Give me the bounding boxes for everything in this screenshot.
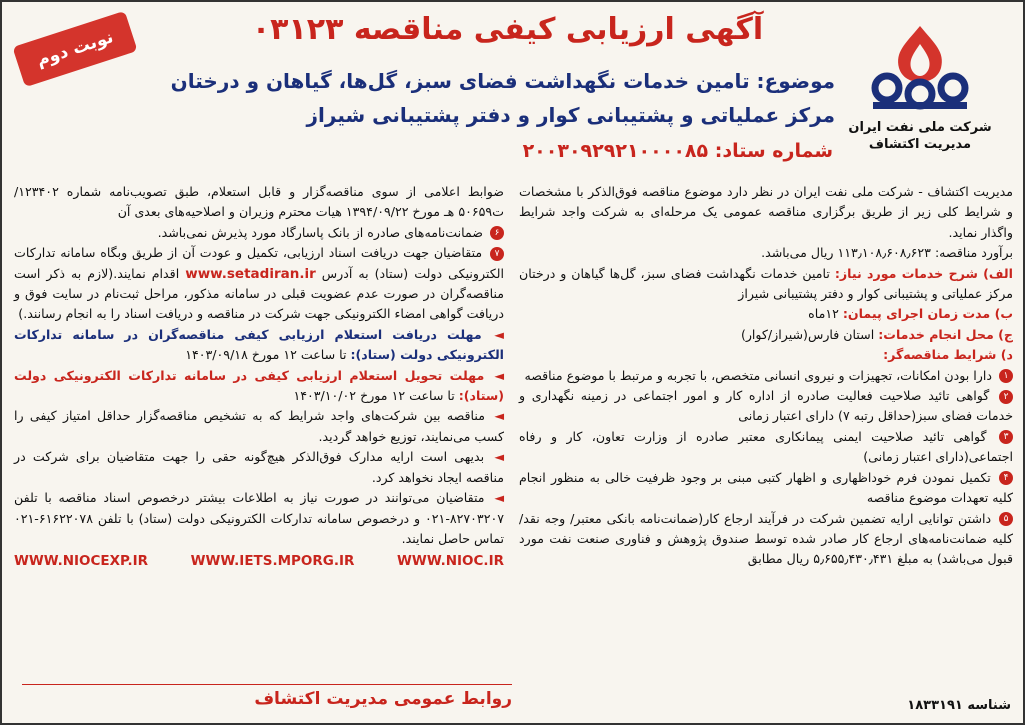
section-c [519,325,1013,345]
bullet-icon: ◄ [494,326,504,342]
left-column [14,182,504,572]
section-c-label: ج) محل انجام خدمات: [878,326,1013,342]
section-a-label: الف) شرح خدمات مورد نیاز: [834,265,1013,281]
note-text: مناقصه بین شرکت‌های واجد شرایط که به تشخیص مناقصه‌گزار حداقل امتیاز کیفی را کسب می‌نمایند، توزیع خواهد گردید. [14,408,504,444]
deadline-submit-date: تا ساعت ۱۲ مورخ ۱۴۰۳/۱۰/۰۲ [293,388,455,404]
condition-item [519,427,1013,468]
deadline-submit [14,366,504,407]
condition-text: متقاضیان جهت دریافت اسناد ارزیابی، تکمیل و عودت آن از طریق وبگاه سامانه تدارکات الکترونیکی دولت (ستاد) به آدرس [14,245,504,281]
condition-item [519,509,1013,570]
nioc-flame-logo-icon [865,22,975,114]
notice-id [907,698,1011,713]
nioc-logo-block [845,22,995,172]
bullet-icon: ◄ [494,490,504,506]
section-b [519,304,1013,324]
condition-text: تکمیل نمودن فرم خوداظهاری و اظهار کتبی مبنی بر وجود ظرفیت خالی به منظور انجام کلیه تعهدات موضوع مناقصه [519,469,1013,506]
subject-block [152,64,835,132]
deadline-receive-date: تا ساعت ۱۲ مورخ ۱۴۰۳/۰۹/۱۸ [185,347,347,363]
setad-number-row [302,140,833,162]
regulation-paragraph: ضوابط اعلامی از سوی مناقصه‌گزار و قابل استعلام، طبق تصویب‌نامه شماره ۱۲۳۴۰۲/ت۵۰۶۵۹ هـ مورخ ۱۳۹۴/۰۹/۲۲ هیات محترم وزیران و اصلاحیه‌های بعدی آن [14,184,504,220]
notice-title: آگهی ارزیابی کیفی مناقصه ۰۳۱۲۳ [251,12,764,47]
subject-line2: مرکز عملیاتی و پشتیبانی کوار و دفتر پشتیبانی شیراز [306,103,835,127]
iets-link[interactable]: WWW.IETS.MPORG.IR [190,553,355,570]
note-distribution [14,406,504,447]
item-number-icon: ۲ [999,390,1013,404]
niocexp-link[interactable]: WWW.NIOCEXP.IR [14,553,148,570]
notice-id-number: ۱۸۳۳۱۹۱ [907,698,963,713]
bullet-icon: ◄ [494,408,504,424]
estimate-line: برآورد مناقصه: ۱۱۳٫۱۰۸٫۶۰۸٫۶۲۳ ریال می‌باشد. [761,245,1013,261]
section-a [519,264,1013,305]
item-number-icon: ۴ [999,471,1013,485]
item-number-icon: ۷ [490,247,504,261]
website-links [14,551,504,571]
note-text: متقاضیان می‌توانند در صورت نیاز به اطلاعات بیشتر درخصوص اسناد مناقصه با تلفن ۸۲۷۰۳۲۰۷-۰۲۱ و درخصوص سامانه تدارکات الکترونیکی دولت (ستاد) با تلفن ۶۱۶۲۲۰۷۸-۰۲۱ تماس حاصل نمایند. [14,490,504,546]
condition-text: دارا بودن امکانات، تجهیزات و نیروی انسانی متخصص، با تجربه و مرتبط با موضوع مناقصه [524,367,992,383]
condition-item [519,468,1013,509]
notice-id-label: شناسه [967,698,1011,713]
section-d-label: د) شرایط مناقصه‌گر: [883,347,1013,363]
deadline-receive [14,325,504,366]
section-c-text: استان فارس(شیراز/کوار) [740,326,875,342]
item-number-icon: ۳ [999,430,1013,444]
condition-item [519,366,1013,386]
subject-line1: تامین خدمات نگهداشت فضای سبز، گل‌ها، گیاهان و درختان [170,69,750,93]
company-name: شرکت ملی نفت ایران [848,120,992,135]
subject-label: موضوع: [756,69,835,93]
condition-text: داشتن توانایی ارایه تضمین شرکت در فرآیند ارجاع کار(ضمانت‌نامه بانکی معتبر/ وجه نقد/ کلیه ضمانت‌نامه‌های ارجاع کار صادر شده توسط صندوق پژوهش و فناوری صنعت نفت مورد قبول می‌باشد) به مبلغ ۵٫۶۵۵٫۴۳۰٫۴۳۱ ریال مطابق [519,510,1013,567]
condition-text: گواهی تائید صلاحیت ایمنی پیمانکاری معتبر صادره از وزارت تعاون، کار و رفاه اجتماعی(دارای اعتبار زمانی) [519,428,1013,465]
second-publication-badge: نوبت دوم [12,11,137,87]
condition-item [519,386,1013,427]
section-d [519,345,1013,365]
bullet-icon: ◄ [494,449,504,465]
item-number-icon: ۶ [490,226,504,240]
item-number-icon: ۵ [999,512,1013,526]
intro-paragraph: مدیریت اکتشاف - شرکت ملی نفت ایران در نظر دارد موضوع مناقصه فوق‌الذکر با مشخصات و شرایط کلی زیر از طریق برگزاری مناقصه عمومی یک مرحله‌ای به شرکت واجد شرایط واگذار نماید. [519,184,1013,240]
item-number-icon: ۱ [999,369,1013,383]
condition-item-7 [14,243,504,325]
company-department: مدیریت اکتشاف [868,137,972,152]
condition-item-6 [14,223,504,243]
setad-number-label: شماره ستاد: [714,140,833,162]
condition-text-cont: اقدام نمایند.(لازم به ذکر است مناقصه‌گران در صورت عدم عضویت قبلی در سامانه مذکور، مراحل ثبت‌نام در سایت فوق و دریافت گواهی امضاء الکترونیکی جهت شرکت در مناقصه و دریافت اسناد را به انجام رسانند.) [14,265,504,322]
section-b-label: ب) مدت زمان اجرای پیمان: [842,306,1013,322]
deadline-receive-label: مهلت دریافت استعلام ارزیابی کیفی مناقصه‌گران در سامانه تدارکات الکترونیکی دولت (ستاد): [14,326,504,363]
public-relations-footer: روابط عمومی مدیریت اکتشاف [22,684,512,709]
right-column [519,182,1013,570]
setad-number: ۲۰۰۳۰۹۲۹۲۱۰۰۰۰۸۵ [522,140,709,162]
condition-text: گواهی تائید صلاحیت فعالیت صادره از اداره کار و امور اجتماعی در زمینه نگهداری و خدمات فضای سبز(حداقل رتبه ۷) دارای اعتبار زمانی [519,388,1013,424]
note-no-right [14,447,504,488]
setad-link[interactable]: www.setadiran.ir [185,265,316,282]
condition-text: ضمانت‌نامه‌های صادره از بانک پاسارگاد مورد پذیرش نمی‌باشد. [157,224,483,240]
bullet-icon: ◄ [494,367,504,383]
note-text: بدیهی است ارایه مدارک فوق‌الذکر هیچ‌گونه حقی را جهت متقاضیان برای شرکت در مناقصه ایجاد نخواهد کرد. [14,449,504,485]
section-b-text: ۱۲ماه [808,306,839,322]
nioc-link[interactable]: WWW.NIOC.IR [397,553,504,570]
deadline-submit-label: مهلت تحویل استعلام ارزیابی کیفی در سامانه تدارکات الکترونیکی دولت (ستاد): [14,367,504,404]
section-a-text: تامین خدمات نگهداشت فضای سبز، گل‌ها گیاهان و درختان مرکز عملیاتی و پشتیبانی کوار و دفتر پشتیبانی شیراز [519,265,1013,302]
note-contact [14,488,504,549]
